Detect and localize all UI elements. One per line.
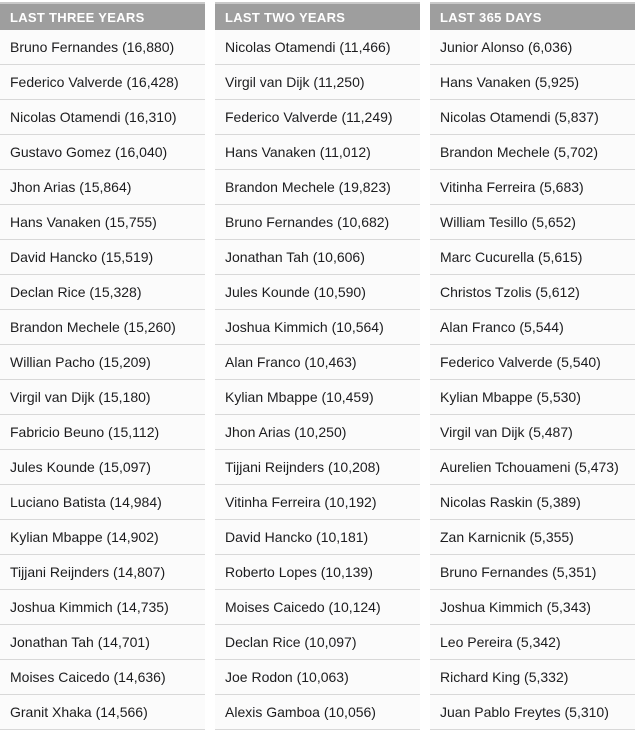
table-row — [215, 240, 420, 275]
stats-column-3 — [430, 2, 635, 732]
player-entry: Virgil van Dijk (5,487) — [440, 424, 573, 440]
table-row — [215, 380, 420, 415]
table-row — [0, 345, 205, 380]
player-entry: Junior Alonso (6,036) — [440, 39, 573, 55]
table-row — [0, 310, 205, 345]
player-entry: Kylian Mbappe (14,902) — [10, 529, 159, 545]
player-entry: Virgil van Dijk (15,180) — [10, 389, 151, 405]
table-row — [0, 65, 205, 100]
player-entry: Joshua Kimmich (5,343) — [440, 599, 591, 615]
table-row — [430, 310, 635, 345]
player-entry: Willian Pacho (15,209) — [10, 354, 151, 370]
table-row — [0, 205, 205, 240]
table-row — [0, 695, 205, 730]
table-row — [0, 170, 205, 205]
column-rows — [215, 30, 420, 730]
player-entry: Tijjani Reijnders (14,807) — [10, 564, 166, 580]
table-row — [0, 240, 205, 275]
player-entry: Christos Tzolis (5,612) — [440, 284, 580, 300]
player-entry: Brandon Mechele (19,823) — [225, 179, 391, 195]
table-row — [0, 485, 205, 520]
table-row — [215, 170, 420, 205]
player-entry: Richard King (5,332) — [440, 669, 569, 685]
table-row — [215, 625, 420, 660]
player-entry: Bruno Fernandes (10,682) — [225, 214, 390, 230]
table-row — [215, 485, 420, 520]
player-entry: Federico Valverde (16,428) — [10, 74, 179, 90]
player-entry: Kylian Mbappe (5,530) — [440, 389, 581, 405]
player-entry: Granit Xhaka (14,566) — [10, 704, 148, 720]
column-header: LAST TWO YEARS — [215, 2, 420, 30]
table-row — [430, 380, 635, 415]
table-row — [0, 520, 205, 555]
player-entry: Nicolas Otamendi (16,310) — [10, 109, 177, 125]
stats-column-2 — [215, 2, 420, 732]
table-row — [215, 590, 420, 625]
player-entry: Jhon Arias (10,250) — [225, 424, 347, 440]
table-row — [215, 345, 420, 380]
player-entry: Marc Cucurella (5,615) — [440, 249, 583, 265]
table-row — [430, 450, 635, 485]
table-row — [215, 415, 420, 450]
player-entry: Hans Vanaken (11,012) — [225, 144, 371, 160]
player-entry: Jhon Arias (15,864) — [10, 179, 132, 195]
table-row — [430, 345, 635, 380]
player-entry: Moises Caicedo (10,124) — [225, 599, 381, 615]
table-row — [0, 590, 205, 625]
table-row — [430, 555, 635, 590]
player-entry: Virgil van Dijk (11,250) — [225, 74, 365, 90]
stats-column-1 — [0, 2, 205, 732]
player-entry: Jules Kounde (15,097) — [10, 459, 151, 475]
table-row — [215, 100, 420, 135]
player-entry: Moises Caicedo (14,636) — [10, 669, 166, 685]
player-entry: Vitinha Ferreira (10,192) — [225, 494, 377, 510]
table-row — [430, 660, 635, 695]
player-entry: Hans Vanaken (15,755) — [10, 214, 157, 230]
column-header: LAST THREE YEARS — [0, 2, 205, 30]
player-entry: Tijjani Reijnders (10,208) — [225, 459, 381, 475]
table-row — [430, 695, 635, 730]
player-entry: Alan Franco (10,463) — [225, 354, 357, 370]
table-row — [430, 65, 635, 100]
table-row — [430, 135, 635, 170]
player-entry: David Hancko (10,181) — [225, 529, 369, 545]
table-row — [0, 450, 205, 485]
table-row — [430, 170, 635, 205]
player-entry: Gustavo Gomez (16,040) — [10, 144, 168, 160]
table-row — [430, 205, 635, 240]
player-entry: Juan Pablo Freytes (5,310) — [440, 704, 609, 720]
player-entry: Nicolas Otamendi (5,837) — [440, 109, 599, 125]
player-entry: Hans Vanaken (5,925) — [440, 74, 580, 90]
table-row — [0, 275, 205, 310]
player-entry: Nicolas Otamendi (11,466) — [225, 39, 391, 55]
table-row — [215, 520, 420, 555]
table-row — [430, 30, 635, 65]
player-entry: Jonathan Tah (14,701) — [10, 634, 150, 650]
player-entry: Federico Valverde (5,540) — [440, 354, 601, 370]
table-row — [215, 555, 420, 590]
table-row — [0, 625, 205, 660]
player-entry: William Tesillo (5,652) — [440, 214, 576, 230]
column-header: LAST 365 DAYS — [430, 2, 635, 30]
column-rows — [0, 30, 205, 730]
player-entry: Bruno Fernandes (5,351) — [440, 564, 597, 580]
table-row — [0, 660, 205, 695]
player-entry: David Hancko (15,519) — [10, 249, 154, 265]
table-row — [0, 30, 205, 65]
table-row — [430, 415, 635, 450]
table-row — [215, 65, 420, 100]
table-row — [215, 450, 420, 485]
table-row — [215, 310, 420, 345]
table-row — [215, 660, 420, 695]
player-entry: Leo Pereira (5,342) — [440, 634, 561, 650]
player-entry: Kylian Mbappe (10,459) — [225, 389, 374, 405]
table-row — [0, 135, 205, 170]
player-entry: Roberto Lopes (10,139) — [225, 564, 373, 580]
table-row — [430, 240, 635, 275]
player-entry: Declan Rice (15,328) — [10, 284, 142, 300]
player-entry: Declan Rice (10,097) — [225, 634, 357, 650]
table-row — [215, 205, 420, 240]
player-entry: Nicolas Raskin (5,389) — [440, 494, 581, 510]
player-entry: Joe Rodon (10,063) — [225, 669, 349, 685]
table-row — [215, 275, 420, 310]
player-entry: Alexis Gamboa (10,056) — [225, 704, 376, 720]
table-row — [215, 135, 420, 170]
player-entry: Aurelien Tchouameni (5,473) — [440, 459, 619, 475]
table-row — [430, 275, 635, 310]
table-row — [430, 485, 635, 520]
player-entry: Jonathan Tah (10,606) — [225, 249, 365, 265]
player-entry: Jules Kounde (10,590) — [225, 284, 366, 300]
table-row — [0, 380, 205, 415]
player-entry: Fabricio Beuno (15,112) — [10, 424, 160, 440]
player-entry: Luciano Batista (14,984) — [10, 494, 162, 510]
column-rows — [430, 30, 635, 730]
player-entry: Alan Franco (5,544) — [440, 319, 564, 335]
player-entry: Federico Valverde (11,249) — [225, 109, 393, 125]
table-row — [215, 30, 420, 65]
table-row — [0, 100, 205, 135]
table-row — [215, 695, 420, 730]
table-row — [0, 555, 205, 590]
table-row — [430, 590, 635, 625]
player-entry: Joshua Kimmich (14,735) — [10, 599, 169, 615]
player-entry: Vitinha Ferreira (5,683) — [440, 179, 584, 195]
table-row — [430, 520, 635, 555]
table-row — [0, 415, 205, 450]
player-entry: Brandon Mechele (5,702) — [440, 144, 598, 160]
table-row — [430, 100, 635, 135]
player-entry: Zan Karnicnik (5,355) — [440, 529, 574, 545]
player-entry: Bruno Fernandes (16,880) — [10, 39, 175, 55]
player-entry: Joshua Kimmich (10,564) — [225, 319, 384, 335]
player-entry: Brandon Mechele (15,260) — [10, 319, 176, 335]
table-row — [430, 625, 635, 660]
